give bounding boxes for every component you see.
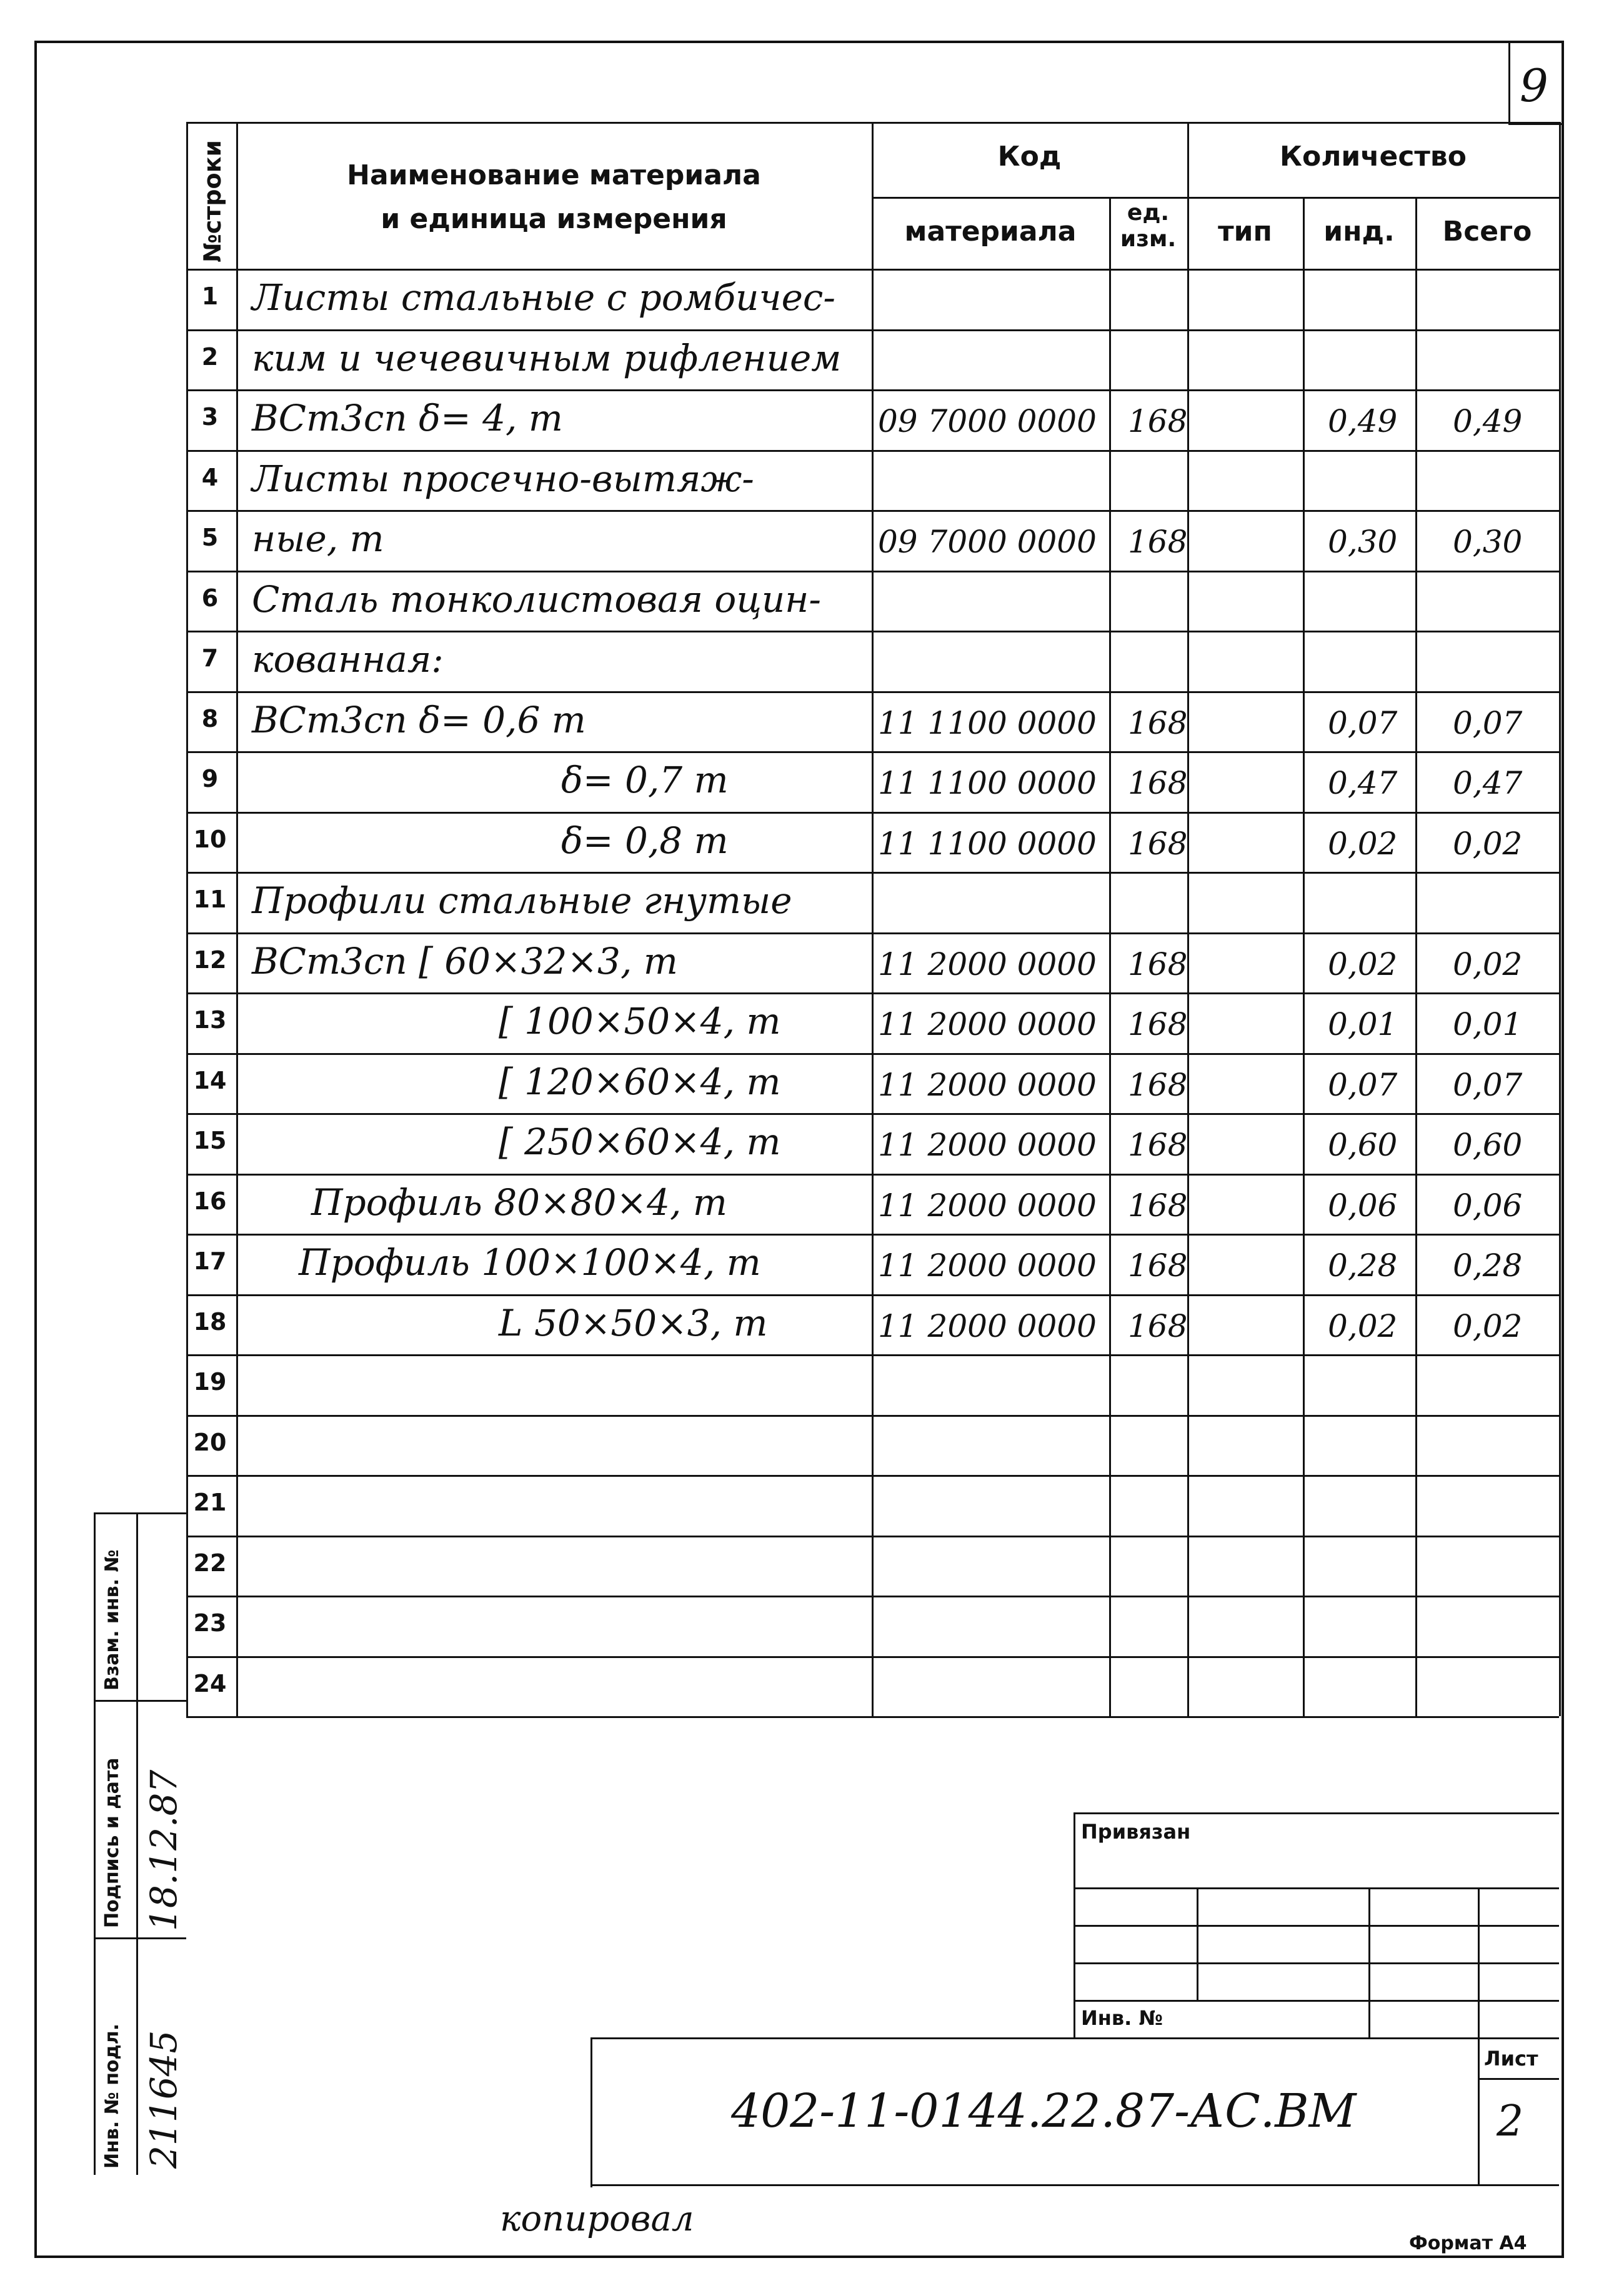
tb-row1 — [1074, 1887, 1559, 1889]
copied-by-label: копировал — [500, 2199, 694, 2239]
row-number: 24 — [193, 1669, 227, 1697]
row-number: 2 — [201, 342, 219, 371]
tb-code-left — [590, 2037, 592, 2187]
tb-top — [1074, 1812, 1559, 1814]
tb-list-label: Лист — [1484, 2047, 1538, 2071]
side-podpis-value: 18.12.87 — [142, 1769, 185, 1931]
row-number: 11 — [193, 886, 227, 913]
row-code: 11 2000 0000 — [878, 1006, 1097, 1042]
row-name: ким и чечевичным рифлением — [252, 336, 842, 379]
row-number: 9 — [201, 765, 219, 792]
row-number: 10 — [193, 825, 227, 853]
row-unit: 168 — [1128, 1006, 1188, 1042]
row-name: [ 100×50×4, т — [499, 1000, 781, 1042]
header-ind: инд. — [1323, 216, 1395, 247]
row-name: δ= 0,8 т — [561, 819, 729, 862]
header-mid-line — [872, 197, 1559, 199]
tb-privyazan-label: Привязан — [1081, 1820, 1191, 1844]
row-number: 20 — [193, 1428, 227, 1456]
row-number: 8 — [201, 704, 219, 732]
row-name: [ 120×60×4, т — [499, 1060, 781, 1103]
side-stamp-inner-line — [136, 1512, 138, 2175]
tb-row2 — [1074, 1925, 1559, 1927]
row-total: 0,02 — [1453, 825, 1523, 862]
tb-code-bottom — [590, 2184, 1559, 2186]
row-name: ВСт3сп δ= 0,6 т — [252, 698, 586, 741]
row-unit: 168 — [1128, 524, 1188, 560]
row-total: 0,47 — [1453, 765, 1523, 801]
side-inv-podl-value: 211645 — [142, 2030, 185, 2169]
row-unit: 168 — [1128, 946, 1188, 982]
column-line — [186, 122, 188, 1716]
row-ind: 0,49 — [1328, 403, 1398, 439]
row-ind: 0,02 — [1328, 825, 1398, 862]
row-name: Листы стальные с ромбичес- — [252, 276, 835, 319]
row-separator — [186, 1716, 1559, 1718]
column-line — [872, 122, 874, 1716]
row-ind: 0,60 — [1328, 1127, 1398, 1163]
row-code: 09 7000 0000 — [878, 403, 1097, 439]
header-type: тип — [1218, 216, 1272, 247]
row-total: 0,60 — [1453, 1127, 1523, 1163]
corner-box-left — [1508, 41, 1510, 125]
row-unit: 168 — [1128, 1127, 1188, 1163]
tb-doc-code: 402-11-0144.22.87-АС.ВМ — [731, 2084, 1357, 2138]
row-code: 09 7000 0000 — [878, 524, 1097, 560]
row-number: 19 — [193, 1368, 227, 1396]
row-ind: 0,06 — [1328, 1187, 1398, 1224]
row-name: Листы просечно-вытяж- — [252, 457, 754, 500]
row-total: 0,06 — [1453, 1187, 1523, 1224]
row-number: 17 — [193, 1247, 227, 1275]
side-inv-podl-label: Инв. № подл. — [101, 2023, 123, 2169]
row-ind: 0,30 — [1328, 524, 1398, 560]
side-podpis-label: Подпись и дата — [101, 1757, 123, 1928]
row-unit: 168 — [1128, 403, 1188, 439]
row-number: 14 — [193, 1066, 227, 1094]
tb-col1 — [1197, 1887, 1198, 2000]
tb-row3 — [1074, 1962, 1559, 1964]
row-total: 0,07 — [1453, 1066, 1523, 1103]
row-unit: 168 — [1128, 825, 1188, 862]
header-name-line2: и единица измерения — [381, 203, 727, 235]
side-stamp-div2 — [94, 1937, 186, 1939]
row-ind: 0,07 — [1328, 1066, 1398, 1103]
tb-col3 — [1478, 1887, 1480, 2037]
row-name: кованная: — [252, 638, 444, 681]
column-line — [1303, 197, 1305, 1716]
row-total: 0,30 — [1453, 524, 1523, 560]
row-name: L 50×50×3, т — [499, 1301, 768, 1344]
row-code: 11 2000 0000 — [878, 1187, 1097, 1224]
row-ind: 0,07 — [1328, 704, 1398, 741]
row-unit: 168 — [1128, 1187, 1188, 1224]
row-number: 5 — [201, 524, 219, 551]
row-name: Профили стальные гнутые — [252, 879, 792, 922]
header-name-line1: Наименование материала — [347, 159, 761, 191]
column-line — [1415, 197, 1417, 1716]
row-number: 1 — [201, 282, 219, 310]
row-code: 11 1100 0000 — [878, 825, 1097, 862]
row-number: 23 — [193, 1609, 227, 1637]
row-number: 18 — [193, 1307, 227, 1336]
header-code: Код — [997, 141, 1062, 172]
row-name: ВСт3сп δ= 4, т — [252, 397, 563, 439]
row-name: Сталь тонколистовая оцин- — [252, 577, 821, 621]
row-total: 0,28 — [1453, 1247, 1523, 1284]
row-name: Профиль 80×80×4, т — [311, 1181, 727, 1224]
row-number: 13 — [193, 1006, 227, 1034]
row-number: 3 — [201, 403, 219, 431]
column-line — [236, 122, 238, 1716]
row-total: 0,01 — [1453, 1006, 1523, 1042]
column-line — [1187, 122, 1189, 1716]
tb-inv-label: Инв. № — [1081, 2006, 1163, 2030]
row-code: 11 2000 0000 — [878, 1247, 1097, 1284]
column-line — [1559, 122, 1561, 1716]
column-line — [1109, 197, 1111, 1716]
row-number: 16 — [193, 1187, 227, 1215]
tb-list-left — [1478, 2037, 1480, 2184]
row-ind: 0,02 — [1328, 946, 1398, 982]
side-vzam-label: Взам. инв. № — [101, 1549, 123, 1691]
row-name: δ= 0,7 т — [561, 759, 729, 801]
side-stamp-outer-line — [94, 1512, 96, 2175]
format-label: Формат А4 — [1409, 2232, 1527, 2254]
row-code: 11 1100 0000 — [878, 704, 1097, 741]
row-ind: 0,47 — [1328, 765, 1398, 801]
header-total: Всего — [1442, 216, 1532, 247]
side-stamp-div1 — [94, 1700, 186, 1702]
header-row-number: №строки — [199, 140, 226, 262]
row-number: 12 — [193, 946, 227, 974]
row-ind: 0,01 — [1328, 1006, 1398, 1042]
side-stamp-top — [94, 1512, 186, 1514]
row-unit: 168 — [1128, 1307, 1188, 1344]
row-name: ВСт3сп [ 60×32×3, т — [252, 939, 678, 982]
row-code: 11 2000 0000 — [878, 1307, 1097, 1344]
tb-code-top — [590, 2037, 1559, 2039]
header-unit-line1: ед. — [1127, 200, 1170, 226]
row-number: 22 — [193, 1549, 227, 1577]
tb-list-value: 2 — [1497, 2097, 1524, 2146]
header-material: материала — [904, 216, 1077, 247]
row-code: 11 2000 0000 — [878, 946, 1097, 982]
row-number: 21 — [193, 1489, 227, 1516]
row-number: 4 — [201, 463, 219, 491]
header-quantity: Количество — [1280, 141, 1467, 172]
row-code: 11 1100 0000 — [878, 765, 1097, 801]
row-code: 11 2000 0000 — [878, 1066, 1097, 1103]
sheet-corner-number: 9 — [1520, 59, 1548, 112]
row-name: ные, т — [252, 517, 384, 560]
row-name: [ 250×60×4, т — [499, 1121, 781, 1163]
row-code: 11 2000 0000 — [878, 1127, 1097, 1163]
row-total: 0,49 — [1453, 403, 1523, 439]
tb-col2 — [1368, 1887, 1370, 2037]
row-total: 0,02 — [1453, 1307, 1523, 1344]
row-ind: 0,28 — [1328, 1247, 1398, 1284]
row-unit: 168 — [1128, 765, 1188, 801]
row-unit: 168 — [1128, 1247, 1188, 1284]
row-number: 7 — [201, 644, 219, 672]
row-ind: 0,02 — [1328, 1307, 1398, 1344]
row-name: Профиль 100×100×4, т — [299, 1241, 761, 1284]
row-total: 0,02 — [1453, 946, 1523, 982]
header-unit-line2: изм. — [1120, 226, 1177, 252]
tb-row4 — [1074, 2000, 1559, 2002]
row-unit: 168 — [1128, 704, 1188, 741]
row-number: 15 — [193, 1127, 227, 1154]
row-number: 6 — [201, 584, 219, 612]
row-total: 0,07 — [1453, 704, 1523, 741]
tb-list-mid — [1478, 2078, 1559, 2080]
row-unit: 168 — [1128, 1066, 1188, 1103]
